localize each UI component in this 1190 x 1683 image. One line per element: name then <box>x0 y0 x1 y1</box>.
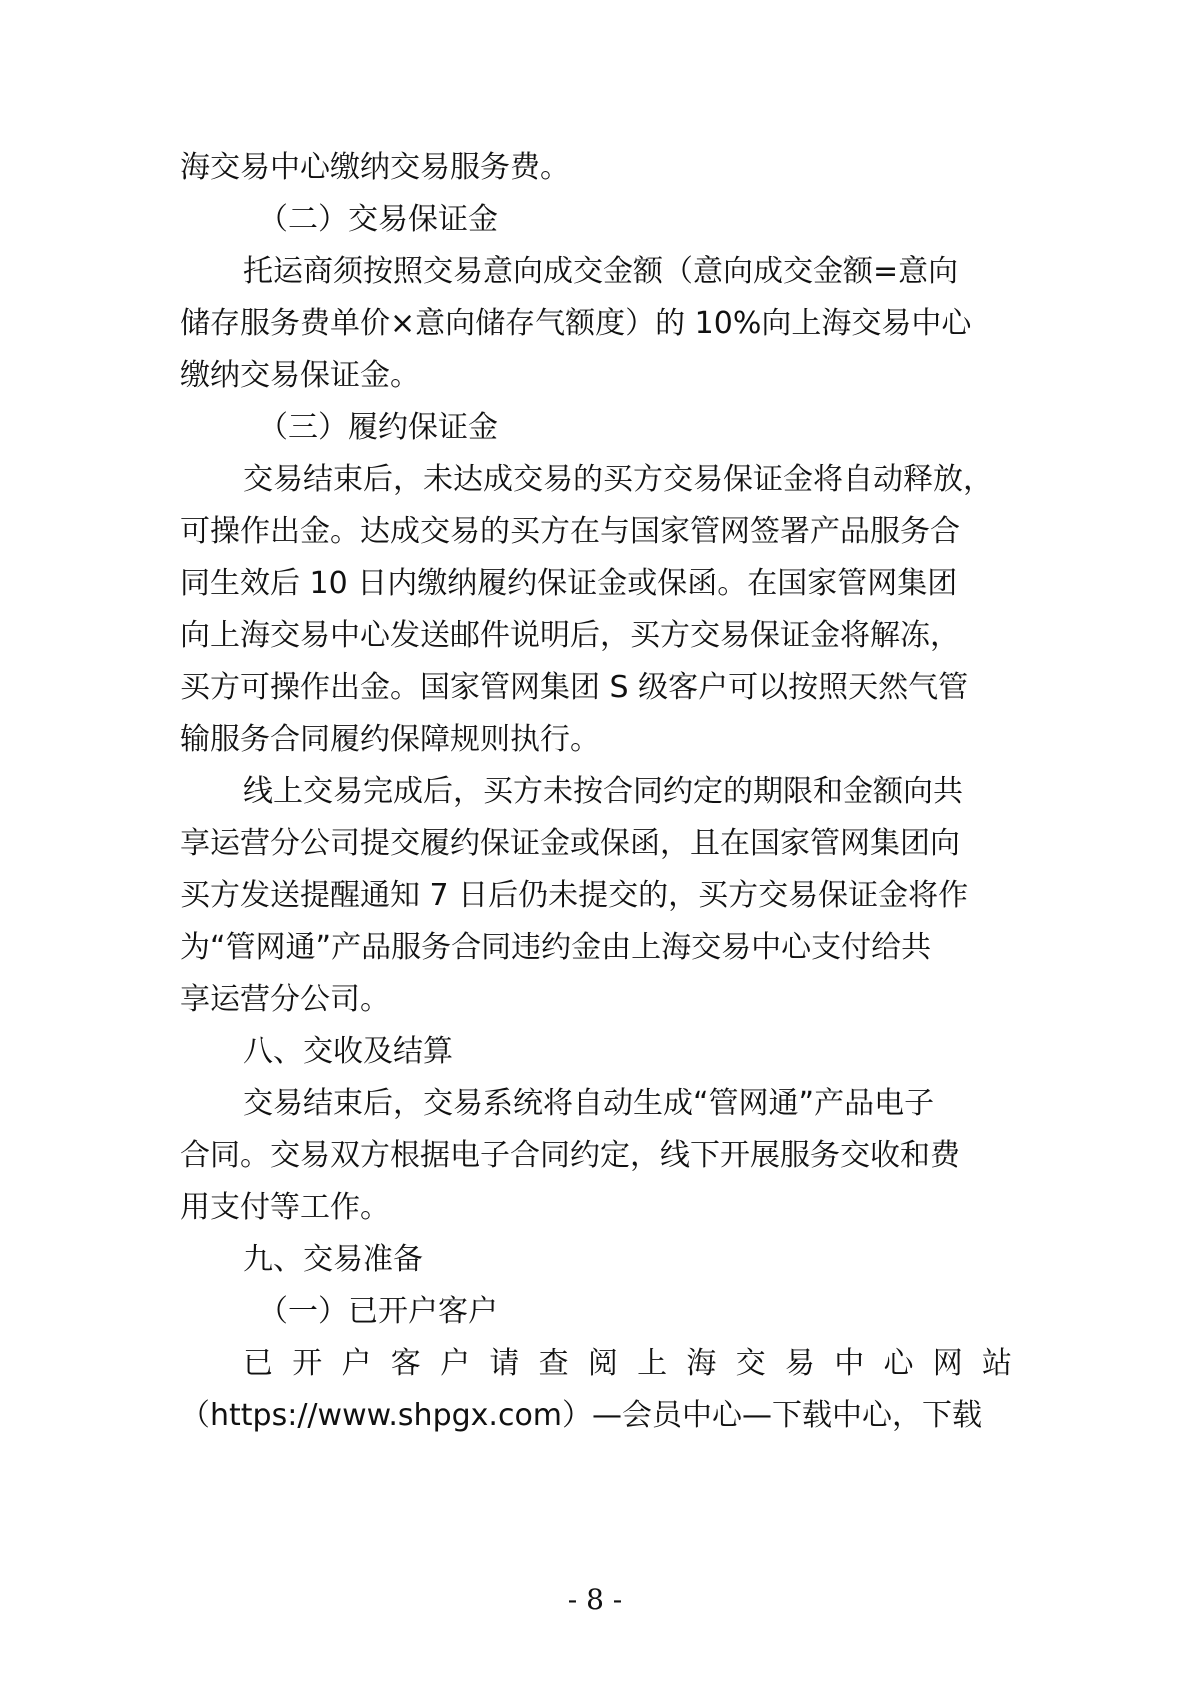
character: 查 <box>538 1346 569 1381</box>
section-heading-settlement: 八、交收及结算 <box>243 1034 453 1069</box>
paragraph-line: 输服务合同履约保障规则执行。 <box>180 722 600 757</box>
paragraph-line: 为“管网通”产品服务合同违约金由上海交易中心支付给共 <box>180 930 932 965</box>
paragraph-line: 合同。交易双方根据电子合同约定，线下开展服务交收和费 <box>180 1138 960 1173</box>
section-heading-performance-deposit: （三）履约保证金 <box>258 410 498 445</box>
paragraph-line: 买方发送提醒通知 7 日后仍未提交的，买方交易保证金将作 <box>180 878 969 913</box>
paragraph-line: 交易结束后，交易系统将自动生成“管网通”产品电子 <box>243 1086 935 1121</box>
character: 站 <box>981 1346 1012 1381</box>
page-number: - 8 - <box>567 1583 623 1616</box>
paragraph-line: 托运商须按照交易意向成交金额（意向成交金额=意向 <box>243 254 959 289</box>
justified-paragraph-line <box>243 1336 1012 1392</box>
paragraph-line: 享运营分公司。 <box>180 982 390 1017</box>
character: 中 <box>834 1346 865 1381</box>
paragraph-line: 缴纳交易保证金。 <box>180 358 420 393</box>
character: 上 <box>637 1346 668 1381</box>
character: 网 <box>932 1346 963 1381</box>
section-heading-trading-deposit: （二）交易保证金 <box>258 202 498 237</box>
section-heading-opened-accounts: （一）已开户客户 <box>258 1294 498 1329</box>
character: 海 <box>686 1346 717 1381</box>
paragraph-line: 买方可操作出金。国家管网集团 S 级客户可以按照天然气管 <box>180 670 969 705</box>
paragraph-line: 可操作出金。达成交易的买方在与国家管网签署产品服务合 <box>180 514 960 549</box>
paragraph-line: 海交易中心缴纳交易服务费。 <box>180 150 570 185</box>
paragraph-line: 交易结束后，未达成交易的买方交易保证金将自动释放， <box>243 462 993 497</box>
character: 户 <box>341 1346 372 1381</box>
paragraph-line: 线上交易完成后，买方未按合同约定的期限和金额向共 <box>243 774 963 809</box>
character: 请 <box>489 1346 520 1381</box>
paragraph-line-url: （https://www.shpgx.com）—会员中心—下载中心，下载 <box>180 1398 983 1433</box>
paragraph-line: 向上海交易中心发送邮件说明后，买方交易保证金将解冻， <box>180 618 960 653</box>
paragraph-line: 享运营分公司提交履约保证金或保函，且在国家管网集团向 <box>180 826 960 861</box>
section-heading-trading-preparation: 九、交易准备 <box>243 1242 423 1277</box>
character: 户 <box>440 1346 471 1381</box>
character: 客 <box>390 1346 421 1381</box>
character: 心 <box>883 1346 914 1381</box>
character: 交 <box>735 1346 766 1381</box>
character: 开 <box>292 1346 323 1381</box>
paragraph-line: 储存服务费单价×意向储存气额度）的 10%向上海交易中心 <box>180 306 972 341</box>
character: 阅 <box>587 1346 618 1381</box>
character: 已 <box>243 1346 273 1381</box>
paragraph-line: 同生效后 10 日内缴纳履约保证金或保函。在国家管网集团 <box>180 566 958 601</box>
paragraph-line: 用支付等工作。 <box>180 1190 390 1225</box>
character: 易 <box>784 1346 815 1381</box>
